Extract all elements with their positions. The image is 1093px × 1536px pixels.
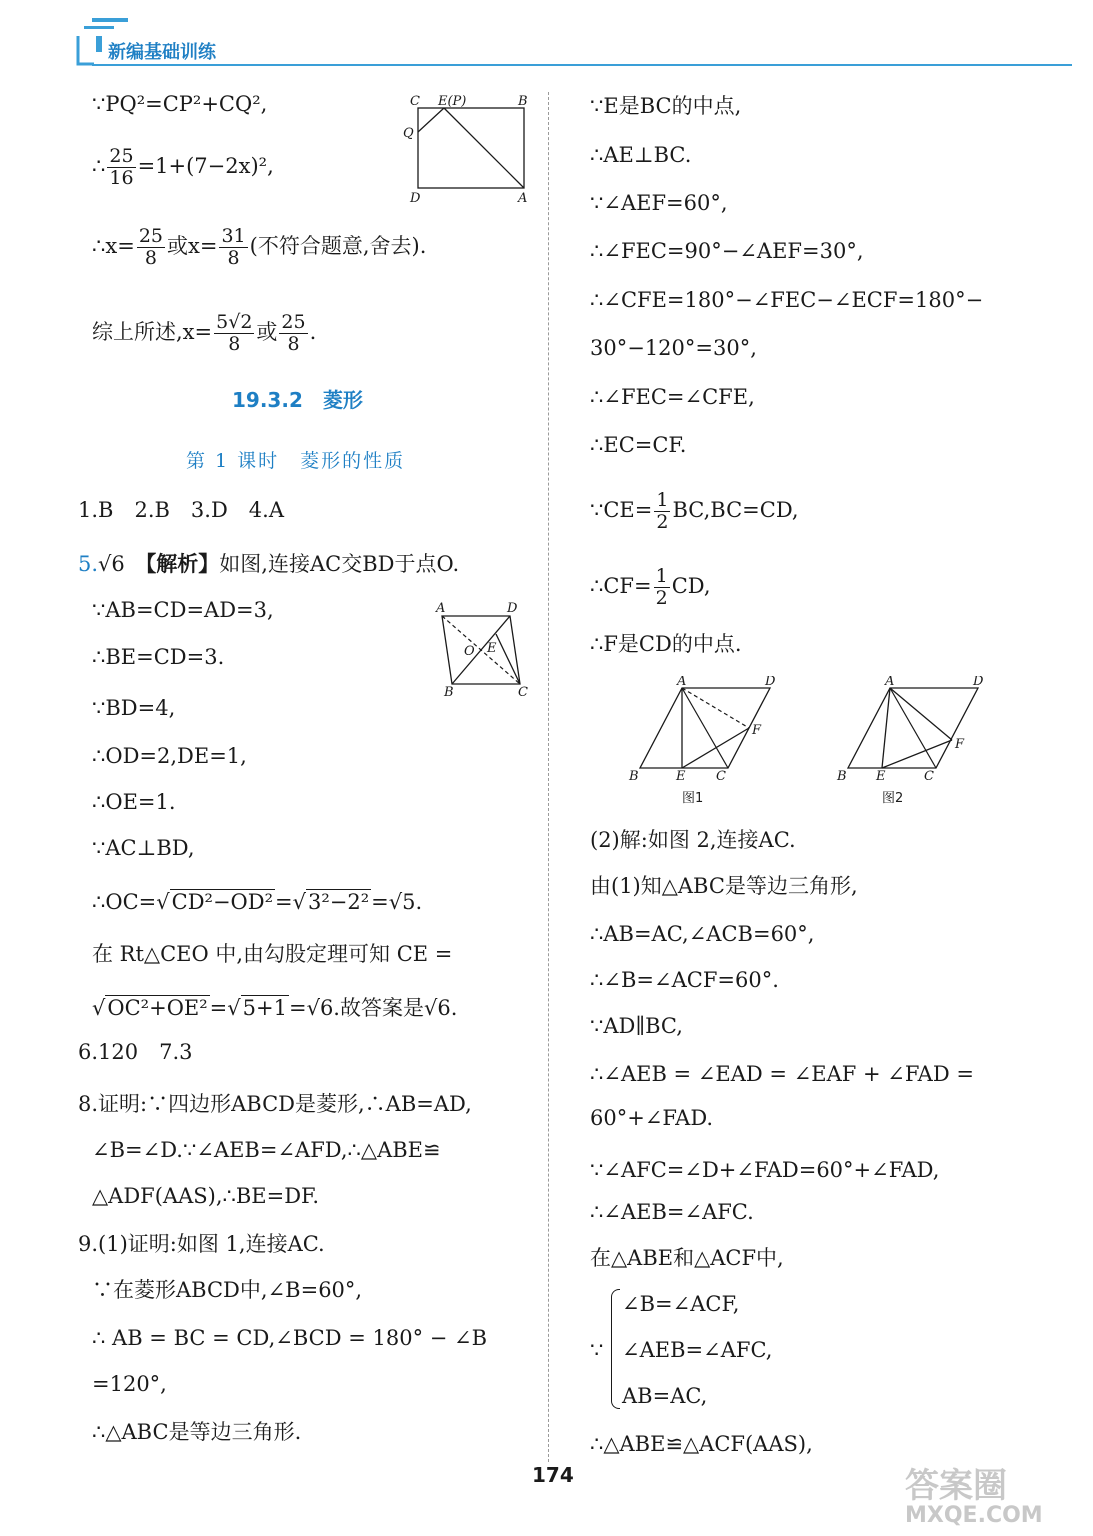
system-prefix: ∵ [590,1338,604,1362]
fraction: $\frac{25}{8}$ [281,311,306,355]
rhombus-label-a: A [436,601,446,616]
q5-line-9: √OC²+OE²=√5+1=√6.故答案是√6. [92,996,458,1020]
page-number: 174 [532,1463,574,1487]
right-line-10: ∴CF= $\frac{1}{2}$ CD, [590,565,711,609]
fig2-caption: 图2 [882,791,904,806]
q9-line-5: ∴△ABC是等边三角形. [92,1420,302,1444]
system-line-2: ∠AEB=∠AFC, [622,1338,773,1362]
right-line-2: ∴AE⊥BC. [590,143,692,167]
q9-line-3: ∴ AB = BC = CD,∠BCD = 180° − ∠B [92,1326,488,1350]
fig1-label-c: C [716,769,726,784]
rhombus-label-c: C [518,685,528,698]
q9-line-1: 9.(1)证明:如图 1,连接AC. [78,1232,325,1256]
fig2-label-f: F [955,737,965,752]
right-line-16: ∵AD∥BC, [590,1014,683,1038]
right-line-9: ∵CE= $\frac{1}{2}$ BC,BC=CD, [590,489,799,533]
watermark: 答案圈 MXQE.COM [905,1466,1043,1528]
q5-line-3: ∵BD=4, [92,696,176,720]
rhombus-label-o: O [464,644,475,659]
right-line-5: ∴∠CFE=180°−∠FEC−∠ECF=180°− [590,288,984,312]
fraction: $\frac{1}{2}$ [655,565,668,609]
fraction: $\frac{1}{2}$ [656,489,669,533]
right-line-14: ∴AB=AC,∠ACB=60°, [590,922,815,946]
rhombus-label-e: E [487,641,497,656]
right-line-20: ∴∠AEB=∠AFC. [590,1200,754,1224]
q8-line-2: ∠B=∠D.∵∠AEB=∠AFD,∴△ABE≌ [92,1138,441,1162]
right-line-18: 60°+∠FAD. [590,1106,714,1130]
right-line-22: ∴△ABE≌△ACF(AAS), [590,1432,813,1456]
left-line-2: ∴ $\frac{25}{16}$ =1+(7−2x)², [92,145,274,189]
q5-line-6: ∵AC⊥BD, [92,836,195,860]
fraction: $\frac{31}{8}$ [221,225,246,269]
fig1-label-b: B [629,769,639,784]
fig1-label-e: E [676,769,686,784]
q5-header: 5.√6 【解析】如图,连接AC交BD于点O. [78,551,460,576]
right-line-4: ∴∠FEC=90°−∠AEF=30°, [590,239,864,263]
rect-label-e: E(P) [438,94,467,109]
rect-label-b: B [518,94,528,109]
right-line-13: 由(1)知△ABC是等边三角形, [590,874,858,898]
q8-line-3: △ADF(AAS),∴BE=DF. [92,1184,320,1208]
column-divider [548,92,549,1462]
q9-line-4: =120°, [92,1372,167,1396]
rect-label-q: Q [403,126,414,141]
fraction: $\frac{25}{16}$ [109,145,134,189]
q5-line-7: ∴OC=√CD²−OD²=√3²−2²=√5. [92,890,423,914]
rect-label-a: A [518,191,528,206]
left-line-3: ∴x= $\frac{25}{8}$ 或x= $\frac{31}{8}$ (不符合题意,舍去). [92,225,427,269]
figure-2 [828,676,998,808]
rhombus-label-b: B [444,685,454,698]
figure-1 [620,676,790,808]
right-line-11: ∴F是CD的中点. [590,632,742,656]
q5-line-1: ∵AB=CD=AD=3, [92,598,274,622]
q8-line-1: 8.证明:∵四边形ABCD是菱形,∴AB=AD, [78,1092,472,1116]
fig2-label-c: C [924,769,934,784]
rect-label-c: C [410,94,420,109]
rectangle-figure [400,88,540,208]
header-title: 新编基础训练 [108,42,216,63]
q5-line-2: ∴BE=CD=3. [92,645,225,669]
right-line-1: ∵E是BC的中点, [590,94,742,118]
fig1-label-d: D [765,676,776,689]
header-rule [92,64,1072,66]
right-line-7: ∴∠FEC=∠CFE, [590,385,755,409]
fig2-label-e: E [876,769,886,784]
answers-6-7: 6.120 7.3 [78,1040,193,1064]
rect-label-d: D [410,191,421,206]
fig1-label-f: F [752,723,762,738]
fig2-label-d: D [973,676,984,689]
right-line-6: 30°−120°=30°, [590,336,757,360]
left-line-1: ∵PQ²=CP²+CQ², [92,92,268,116]
q5-line-8: 在 Rt△CEO 中,由勾股定理可知 CE = [92,942,453,966]
fraction: $\frac{25}{8}$ [138,225,163,269]
q5-line-5: ∴OE=1. [92,790,176,814]
fraction: $\frac{5√2}{8}$ [216,311,253,355]
answers-1-4: 1.B 2.B 3.D 4.A [78,498,285,522]
fig1-caption: 图1 [682,791,704,806]
right-line-15: ∴∠B=∠ACF=60°. [590,968,779,992]
right-line-3: ∵∠AEF=60°, [590,191,728,215]
right-line-8: ∴EC=CF. [590,433,687,457]
right-line-21: 在△ABE和△ACF中, [590,1246,784,1270]
left-line-4: 综上所述,x= $\frac{5√2}{8}$ 或 $\frac{25}{8}$ . [92,311,317,355]
system-brace [611,1289,620,1409]
rhombus-figure [430,598,540,698]
right-line-19: ∵∠AFC=∠D+∠FAD=60°+∠FAD, [590,1158,940,1182]
fig2-label-a: A [885,676,895,689]
system-line-1: ∠B=∠ACF, [622,1292,740,1316]
fig2-label-b: B [837,769,847,784]
lesson-title: 第 1 课时 菱形的性质 [186,450,406,472]
right-line-12: (2)解:如图 2,连接AC. [590,828,796,852]
q5-line-4: ∴OD=2,DE=1, [92,744,247,768]
system-line-3: AB=AC, [622,1384,708,1408]
q9-line-2: ∵在菱形ABCD中,∠B=60°, [92,1278,363,1302]
section-title: 19.3.2 菱形 [232,388,363,412]
fig1-label-a: A [677,676,687,689]
right-line-17: ∴∠AEB = ∠EAD = ∠EAF + ∠FAD = [590,1062,974,1086]
rhombus-label-d: D [507,601,518,616]
